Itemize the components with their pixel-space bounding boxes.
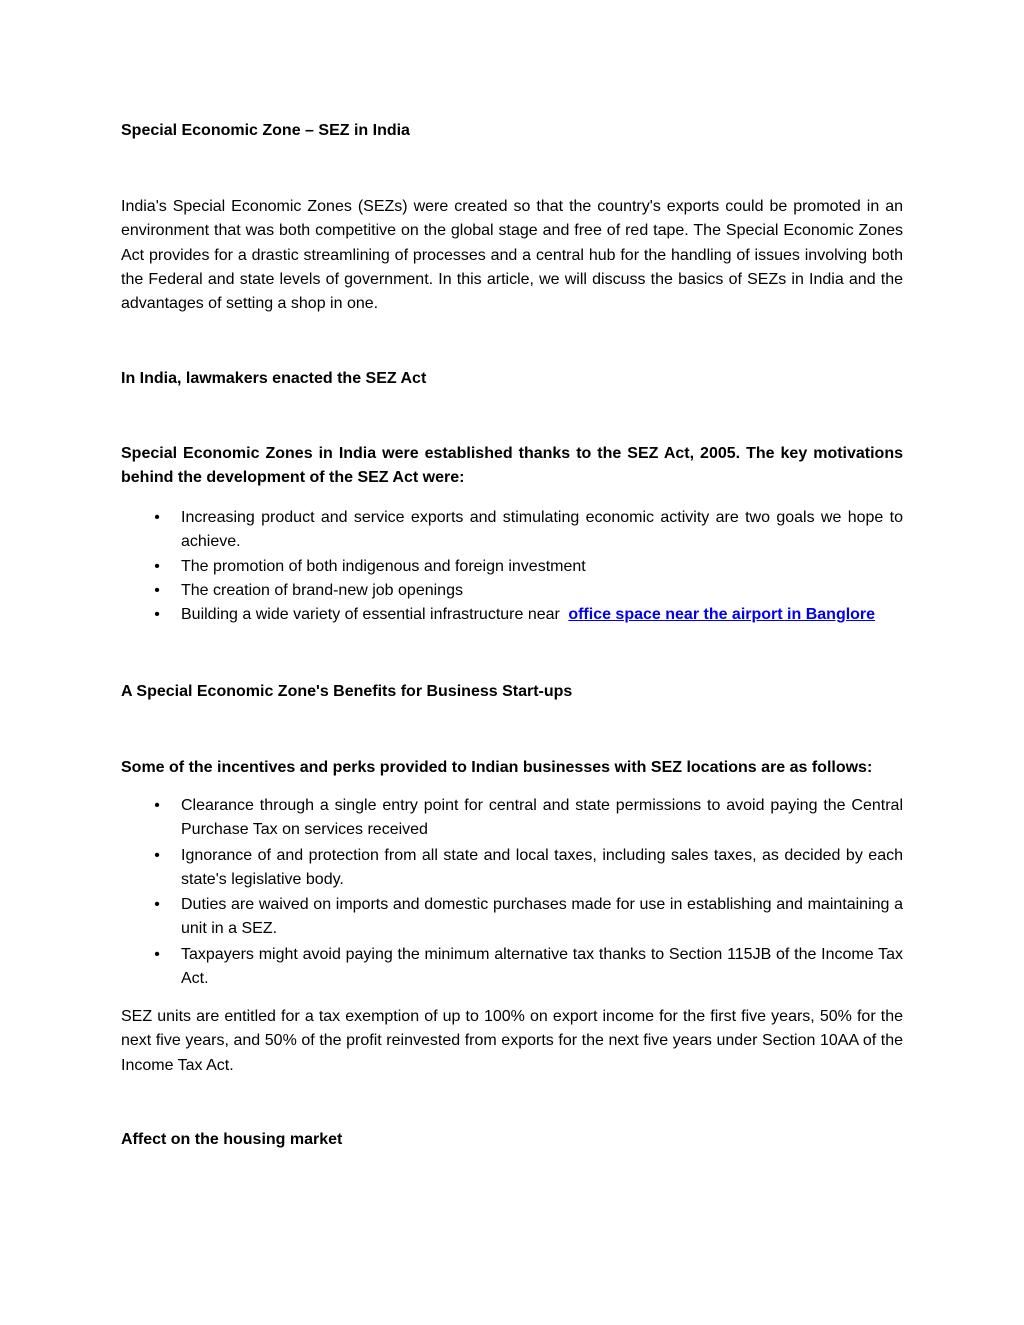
list-item-text: Building a wide variety of essential infrastructure near — [181, 606, 565, 624]
list-item — [121, 943, 903, 992]
bullet-icon: • — [154, 557, 160, 575]
bullet-icon: • — [154, 606, 160, 624]
list-item-text: The creation of brand-new job openings — [181, 581, 463, 599]
list-item — [121, 794, 903, 843]
bullet-icon: • — [154, 797, 160, 814]
list-item-text: Clearance through a single entry point for central and state permissions to avoid paying the Central Purchase Tax on services received — [181, 797, 903, 839]
intro-paragraph: India's Special Economic Zones (SEZs) were created so that the country's exports could be promoted in an environment that was both competitive on the global stage and free of red tape. The Special Economic Zones Act provides for a drastic streamlining of processes and a central hub for the handling of issues involving both the Federal and state levels of government. In this article, we will discuss the basics of SEZs in India and the advantages of setting a shop in one. — [121, 198, 903, 313]
list-item-text: Taxpayers might avoid paying the minimum alternative tax thanks to Section 115JB of the Income Tax Act. — [181, 945, 903, 988]
list-item-text: Ignorance of and protection from all state and local taxes, including sales taxes, as decided by each state's legislative body. — [181, 846, 903, 888]
benefits-lead-paragraph: Some of the incentives and perks provided to Indian businesses with SEZ locations are as follows: — [121, 759, 873, 776]
list-item — [121, 603, 903, 627]
tax-exemption-paragraph: SEZ units are entitled for a tax exemption of up to 100% on export income for the first five years, 50% for the next five years, and 50% of the profit reinvested from exports for the next five years under Section 10AA of the Income Tax Act. — [121, 1008, 903, 1074]
list-item — [121, 579, 903, 603]
list-item-text: Duties are waived on imports and domestic purchases made for use in establishing and maintaining a unit in a SEZ. — [181, 896, 903, 938]
section-heading-benefits: A Special Economic Zone's Benefits for Business Start-ups — [121, 683, 573, 700]
sez-act-lead-paragraph: Special Economic Zones in India were established thanks to the SEZ Act, 2005. The key motivations behind the development of the SEZ Act were: — [121, 445, 903, 487]
bullet-icon: • — [154, 846, 160, 864]
section-heading-housing: Affect on the housing market — [121, 1131, 343, 1148]
list-item — [121, 893, 903, 942]
bullet-icon: • — [154, 581, 160, 599]
bullet-icon: • — [154, 896, 160, 914]
document-title: Special Economic Zone – SEZ in India — [121, 122, 410, 139]
list-item — [121, 844, 903, 893]
bullet-icon: • — [154, 509, 160, 526]
list-item-text: The promotion of both indigenous and foreign investment — [181, 557, 586, 575]
airport-office-space-link[interactable]: office space near the airport in Banglore — [568, 606, 876, 624]
motivations-list — [121, 506, 903, 627]
benefits-list — [121, 794, 903, 991]
section-heading-sez-act: In India, lawmakers enacted the SEZ Act — [121, 370, 427, 387]
list-item — [121, 555, 903, 579]
list-item — [121, 506, 903, 555]
bullet-icon: • — [154, 945, 160, 963]
list-item-text: Increasing product and service exports and stimulating economic activity are two goals we hope to achieve. — [181, 509, 903, 551]
